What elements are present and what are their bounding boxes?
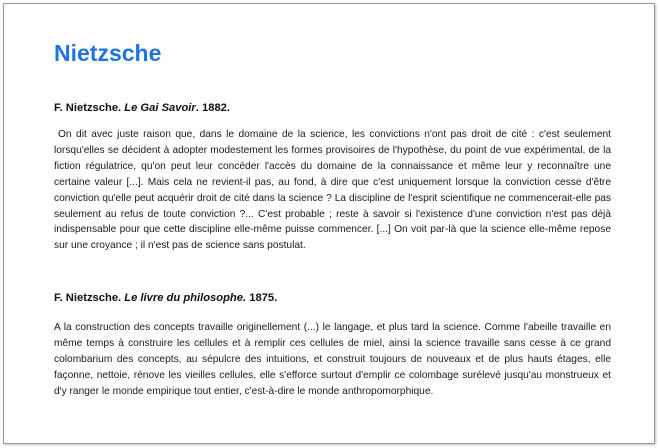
citation-work-title: Le Gai Savoir xyxy=(124,102,196,114)
citation-heading-gai-savoir xyxy=(54,102,230,114)
citation-author: F. Nietzsche. xyxy=(54,292,125,304)
quote-paragraph-livre-philosophe: A la construction des concepts travaille originellement (...) le langage, et plus tard la science. Comme l'abeille travaille en même temps à construire les cellules et à remplir ces cellules de miel, ainsi la science travaille sans cesse à ce grand colombarium des concepts, au sépulcre des intuitions, et construit toujours de nouveaux et de plus hauts étages, elle façonne, nettoie, rénove les vieilles cellules, elle s'efforce surtout d'emplir ce colombage surélevé jusqu'au monstrueux et d'y ranger le monde empirique tout entier, c'est-à-dire le monde anthropomorphique. xyxy=(54,322,611,397)
quote-paragraph-gai-savoir: On dit avec juste raison que, dans le domaine de la science, les convictions n'ont pas droit de cité : c'est seulement lorsqu'elles se décident à adopter modestement les formes provisoires de l'hypothèse, du point de vue expérimental, de la fiction régulatrice, qu'on peut leur concéder l'accès du domaine de la connaissance et même leur y reconnaître une certaine valeur [...]. Mais cela ne revient-il pas, au fond, à dire que c'est uniquement lorsque la conviction cesse d'être conviction qu'elle peut acquérir droit de cité dans la science ? La discipline de l'esprit scientifique ne commencerait-elle pas seulement au refus de toute conviction ?... C'est probable ; reste à savoir si l'existence d'une conviction n'est pas déjà indispensable pour que cette discipline elle-même puisse commencer. [...] On voit par-là que la science elle-même repose sur une croyance ; il n'est pas de science sans postulat. xyxy=(54,129,611,252)
page-title: Nietzsche xyxy=(54,40,162,66)
document-page xyxy=(3,3,655,444)
citation-year: . 1882. xyxy=(195,102,230,114)
citation-heading-livre-philosophe xyxy=(54,292,277,304)
citation-author: F. Nietzsche. xyxy=(54,102,125,114)
citation-work-title: Le livre du philosophe. xyxy=(124,292,247,304)
citation-year: 1875. xyxy=(246,292,278,304)
